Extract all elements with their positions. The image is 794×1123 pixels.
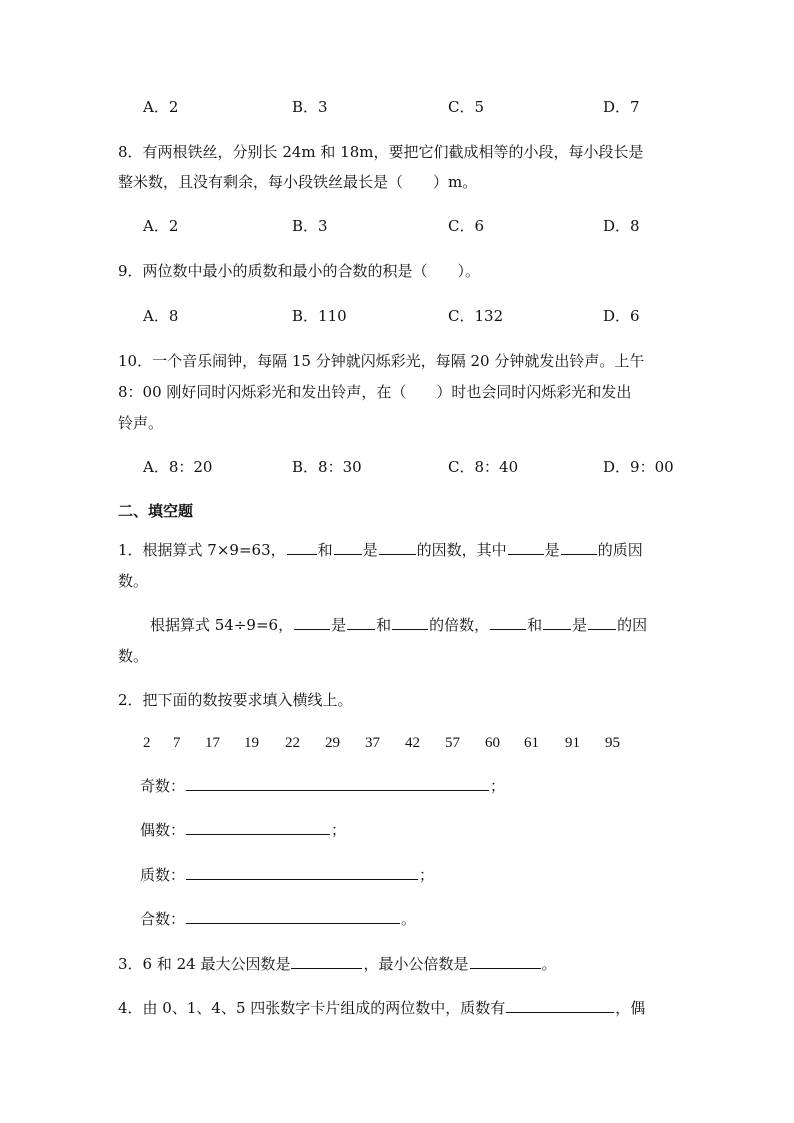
prime-label: 质数： bbox=[140, 866, 186, 884]
q10-line2: 8：00 刚好同时闪烁彩光和发出铃声，在（ ）时也会同时闪烁彩光和发出 bbox=[118, 383, 632, 401]
q10-option-c: C．8：40 bbox=[448, 458, 519, 476]
q10-option-b: B．8：30 bbox=[292, 458, 362, 476]
answer-blank[interactable] bbox=[543, 615, 571, 630]
composite-blank[interactable] bbox=[186, 909, 400, 924]
even-end: ； bbox=[331, 821, 347, 839]
answer-blank[interactable] bbox=[334, 540, 362, 555]
f1-text: 和 bbox=[527, 616, 543, 634]
q7-option-d: D．7 bbox=[603, 98, 640, 116]
odd-blank[interactable] bbox=[186, 776, 489, 791]
f2-line1: 2．把下面的数按要求填入横线上。 bbox=[118, 691, 353, 709]
number-item: 57 bbox=[445, 735, 460, 751]
even-label: 偶数： bbox=[140, 821, 186, 839]
number-item: 29 bbox=[325, 735, 340, 751]
number-item: 22 bbox=[285, 735, 300, 751]
q9-option-b: B．110 bbox=[292, 307, 347, 325]
composite-label: 合数： bbox=[140, 910, 186, 928]
odd-end: ； bbox=[490, 777, 506, 795]
f1-text: 的倍数， bbox=[429, 616, 490, 634]
even-row bbox=[140, 820, 346, 840]
f1-text: 是 bbox=[572, 616, 588, 634]
q8-option-b: B．3 bbox=[292, 217, 328, 235]
f1-text: 是 bbox=[544, 541, 560, 559]
q10-option-a: A．8：20 bbox=[143, 458, 213, 476]
q8-option-a: A．2 bbox=[143, 217, 179, 235]
q8-line2: 整米数，且没有剩余，每小段铁丝最长是（ ）m。 bbox=[118, 173, 478, 191]
f1-line3 bbox=[150, 615, 647, 635]
answer-blank[interactable] bbox=[294, 615, 330, 630]
f1-text: 和 bbox=[317, 541, 333, 559]
number-item: 37 bbox=[365, 735, 380, 751]
odd-row bbox=[140, 776, 505, 796]
q10-option-d: D．9：00 bbox=[603, 458, 674, 476]
f1-text: 根据算式 54÷9=6， bbox=[150, 616, 294, 634]
answer-blank[interactable] bbox=[490, 615, 526, 630]
q7-option-b: B．3 bbox=[292, 98, 328, 116]
number-item: 91 bbox=[565, 735, 580, 751]
composite-row bbox=[140, 909, 416, 929]
number-item: 19 bbox=[244, 735, 259, 751]
answer-blank[interactable] bbox=[287, 540, 317, 555]
q8-option-c: C．6 bbox=[448, 217, 485, 235]
even-blank[interactable] bbox=[186, 820, 330, 835]
gcd-blank[interactable] bbox=[291, 954, 362, 969]
q7-option-c: C．5 bbox=[448, 98, 485, 116]
prime-cards-blank[interactable] bbox=[506, 998, 614, 1013]
number-item: 2 bbox=[143, 735, 151, 751]
q8-line1: 8．有两根铁丝，分别长 24m 和 18m，要把它们截成相等的小段，每小段长是 bbox=[118, 143, 644, 161]
q9-option-c: C．132 bbox=[448, 307, 504, 325]
f3-text: 3．6 和 24 最大公因数是 bbox=[118, 955, 291, 973]
composite-end: 。 bbox=[401, 910, 417, 928]
odd-label: 奇数： bbox=[140, 777, 186, 795]
answer-blank[interactable] bbox=[392, 615, 428, 630]
answer-blank[interactable] bbox=[347, 615, 375, 630]
answer-blank[interactable] bbox=[561, 540, 597, 555]
prime-blank[interactable] bbox=[186, 865, 418, 880]
number-item: 95 bbox=[605, 735, 620, 751]
f1-line4: 数。 bbox=[118, 647, 149, 665]
section-heading: 二、填空题 bbox=[118, 502, 194, 520]
q8-option-d: D．8 bbox=[603, 217, 640, 235]
f1-text: 是 bbox=[331, 616, 347, 634]
f4-text: 4．由 0、1、4、5 四张数字卡片组成的两位数中，质数有 bbox=[118, 999, 506, 1017]
number-item: 17 bbox=[205, 735, 220, 751]
f3-text: 。 bbox=[541, 955, 557, 973]
f1-text: 和 bbox=[376, 616, 392, 634]
f1-text: 是 bbox=[362, 541, 378, 559]
q7-option-a: A．2 bbox=[143, 98, 179, 116]
f1-text: 的因数，其中 bbox=[416, 541, 507, 559]
prime-end: ； bbox=[419, 866, 435, 884]
q9-option-a: A．8 bbox=[143, 307, 179, 325]
answer-blank[interactable] bbox=[379, 540, 416, 555]
answer-blank[interactable] bbox=[508, 540, 544, 555]
q10-line3: 铃声。 bbox=[118, 414, 164, 432]
number-item: 60 bbox=[485, 735, 500, 751]
number-item: 42 bbox=[405, 735, 420, 751]
f1-text: 的因 bbox=[617, 616, 648, 634]
number-item: 61 bbox=[524, 735, 539, 751]
q9-option-d: D．6 bbox=[603, 307, 640, 325]
f4-text: ，偶 bbox=[615, 999, 646, 1017]
f1-line1 bbox=[118, 540, 643, 560]
number-item: 7 bbox=[173, 735, 181, 751]
prime-row bbox=[140, 865, 434, 885]
answer-blank[interactable] bbox=[588, 615, 616, 630]
f1-text: 1．根据算式 7×9=63， bbox=[118, 541, 286, 559]
f3-line bbox=[118, 954, 557, 974]
f3-text: ，最小公倍数是 bbox=[363, 955, 469, 973]
q9-line1: 9．两位数中最小的质数和最小的合数的积是（ ）。 bbox=[118, 262, 481, 280]
f1-line2: 数。 bbox=[118, 572, 149, 590]
f1-text: 的质因 bbox=[597, 541, 643, 559]
q10-line1: 10．一个音乐闹钟，每隔 15 分钟就闪烁彩光，每隔 20 分钟就发出铃声。上午 bbox=[118, 352, 645, 370]
lcm-blank[interactable] bbox=[470, 954, 541, 969]
f4-line bbox=[118, 998, 645, 1018]
